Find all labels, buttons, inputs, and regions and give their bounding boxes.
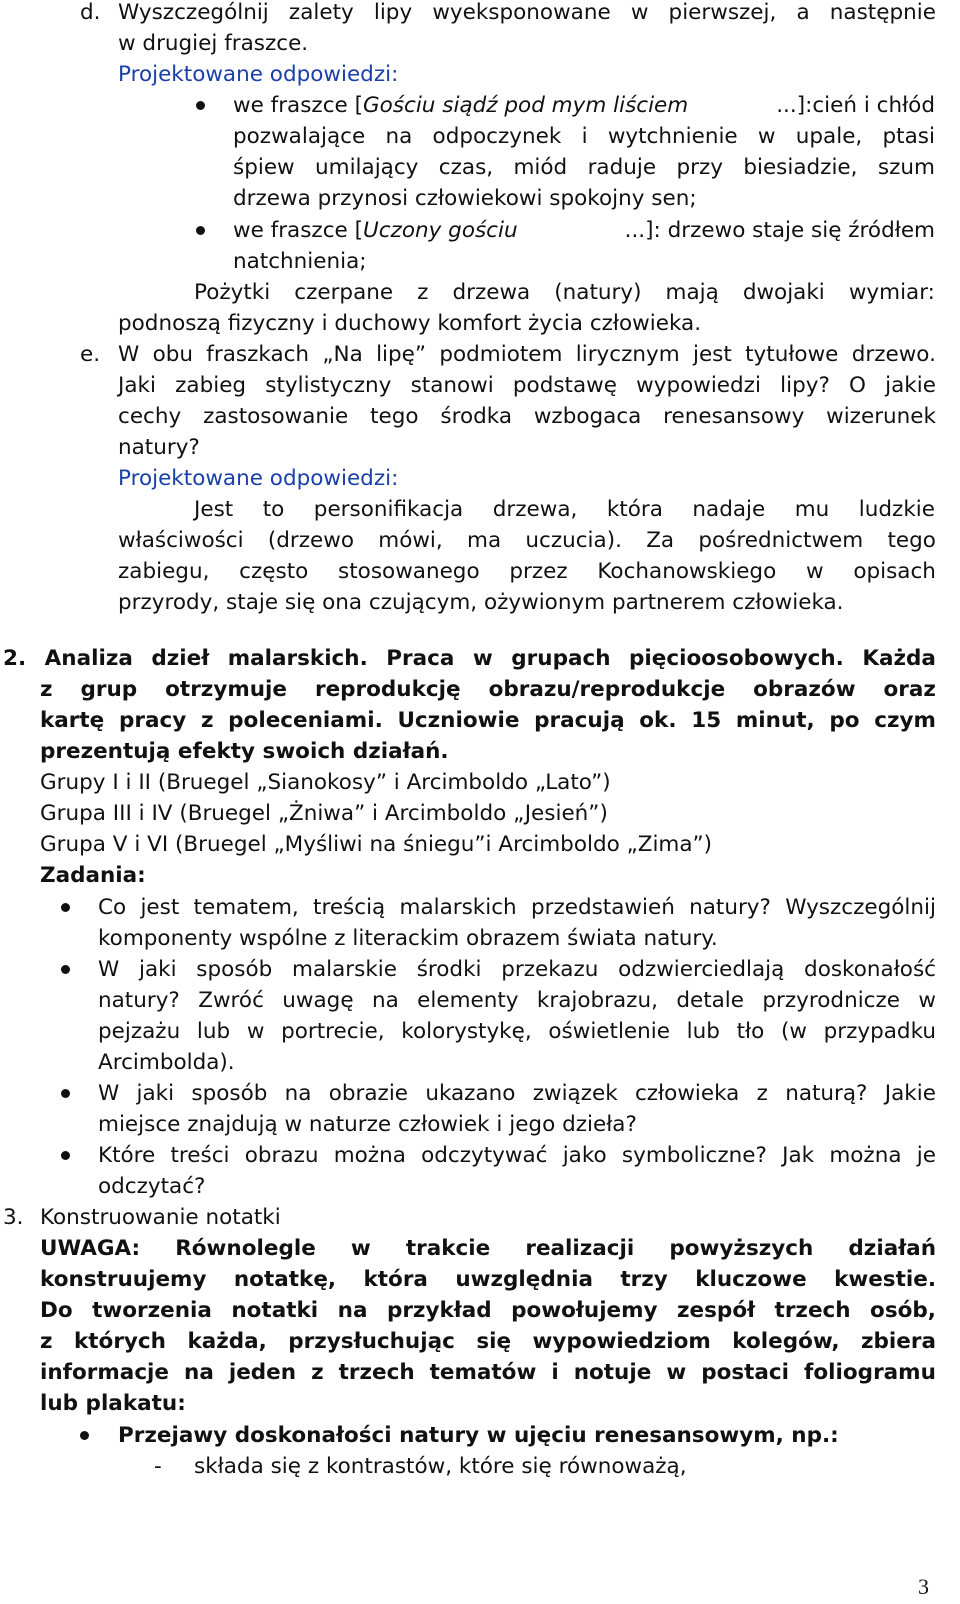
word: odczytywać xyxy=(421,1143,548,1168)
bullet-icon xyxy=(196,226,205,235)
task-last-line: Arcimbolda). xyxy=(98,1050,235,1075)
question-d-line1 xyxy=(118,0,936,28)
word: pejzażu xyxy=(98,1019,181,1044)
word: minut, xyxy=(735,708,815,733)
group-assignment: Grupy I i II (Bruegel „Sianokosy” i Arcimboldo „Lato”) xyxy=(40,770,611,795)
word: (natury) xyxy=(554,280,642,305)
word: raduje xyxy=(587,155,657,180)
word: jaki xyxy=(136,1081,175,1106)
word: tego xyxy=(887,528,936,553)
word: przykład xyxy=(386,1298,492,1323)
word: oraz xyxy=(883,677,936,702)
word: natury? xyxy=(98,988,180,1013)
task-last-line: miejsce znajdują w naturze człowiek i jego dzieła? xyxy=(98,1112,637,1137)
word: odzwierciedlają xyxy=(618,957,785,982)
bullet-d1-pre: we fraszce [ xyxy=(233,93,363,118)
word: na xyxy=(371,988,399,1013)
word: 2. xyxy=(3,646,27,671)
word: człowieka xyxy=(634,1081,740,1106)
word: się xyxy=(476,1329,512,1354)
word: uwagę xyxy=(282,988,354,1013)
word: kartę xyxy=(40,708,105,733)
word: pracują xyxy=(534,708,625,733)
word: Jaki xyxy=(118,373,156,398)
word: pięcioosobowych. xyxy=(629,646,844,671)
word: krajobrazu, xyxy=(536,988,658,1013)
word: przekazu xyxy=(501,957,599,982)
section2-heading-line xyxy=(3,643,936,674)
task-last-line: odczytać? xyxy=(98,1174,206,1199)
word: drzewa, xyxy=(492,497,578,522)
word: sposób xyxy=(196,957,273,982)
word: otrzymuje xyxy=(165,677,287,702)
word: w xyxy=(630,0,649,25)
word: obrazu xyxy=(244,1143,319,1168)
word: przyrodnicze xyxy=(762,988,901,1013)
word: Praca xyxy=(386,646,455,671)
word: jeden xyxy=(228,1360,297,1385)
bullet-d2-post: ...]: drzewo staje się źródłem xyxy=(624,218,935,243)
word: trzy xyxy=(620,1267,668,1292)
word: detale xyxy=(676,988,745,1013)
poem-title-uczony: Uczony gościu xyxy=(363,218,518,243)
word: Wyszczególnij xyxy=(118,0,269,25)
answer-e-line xyxy=(118,525,936,556)
word: w xyxy=(666,1360,687,1385)
word: przy xyxy=(676,155,723,180)
task-line xyxy=(98,892,936,923)
word: obu xyxy=(152,342,193,367)
section2-heading-last-line: prezentują efekty swoich działań. xyxy=(40,739,449,764)
word: zalety xyxy=(288,0,354,25)
word: reprodukcję xyxy=(314,677,461,702)
word: ukazano xyxy=(425,1081,516,1106)
word: Za xyxy=(646,528,675,553)
word: stanowi xyxy=(410,373,494,398)
bullet-d1-line xyxy=(233,152,935,183)
word: Jest xyxy=(194,497,234,522)
word: w xyxy=(918,988,936,1013)
word: poleceniami. xyxy=(228,708,383,733)
word: na xyxy=(184,1360,214,1385)
note-line xyxy=(40,1326,936,1357)
word: 15 xyxy=(691,708,722,733)
word: to xyxy=(262,497,285,522)
bullet-d1-line xyxy=(233,121,935,152)
word: wypowiedziom xyxy=(532,1329,711,1354)
projected-answers-label: Projektowane odpowiedzi: xyxy=(118,62,399,87)
word: po xyxy=(829,708,860,733)
poem-title-gosciu: Gościu siądź pod mym liściem xyxy=(363,93,689,118)
word: która xyxy=(606,497,663,522)
word: opisach xyxy=(853,559,936,584)
word: tło xyxy=(736,1019,765,1044)
note-line xyxy=(40,1264,936,1295)
task-line xyxy=(98,954,936,985)
item-marker-d: d. xyxy=(80,0,101,25)
word: ptasi xyxy=(882,124,935,149)
word: drzewa xyxy=(452,280,531,305)
word: portrecie, xyxy=(281,1019,385,1044)
word: lub xyxy=(196,1019,231,1044)
word: przedstawień xyxy=(530,895,675,920)
word: środki xyxy=(416,957,482,982)
section3-bullet: Przejawy doskonałości natury w ujęciu renesansowym, np.: xyxy=(118,1423,839,1448)
word: realizacji xyxy=(525,1236,635,1261)
word: których xyxy=(73,1329,166,1354)
word: obrazie xyxy=(328,1081,409,1106)
word: ma xyxy=(467,528,502,553)
word: z xyxy=(417,280,429,305)
word: można xyxy=(829,1143,902,1168)
word: fraszkach xyxy=(206,342,310,367)
dash-marker: - xyxy=(154,1454,162,1479)
word: notuje xyxy=(573,1360,652,1385)
word: malarskie xyxy=(292,957,397,982)
word: Które xyxy=(98,1143,156,1168)
word: stosowanego xyxy=(338,559,480,584)
group-assignment: Grupa V i VI (Bruegel „Myśliwi na śniegu”i Arcimboldo „Zima”) xyxy=(40,832,713,857)
word: miód xyxy=(513,155,568,180)
word: mówi, xyxy=(378,528,443,553)
section2-heading-line xyxy=(40,705,936,736)
word: osób, xyxy=(870,1298,936,1323)
word: tytułowe xyxy=(745,342,839,367)
task-line xyxy=(98,1016,936,1047)
bullet-d1-first-line xyxy=(233,90,935,121)
word: przez xyxy=(509,559,568,584)
word: Równolegle xyxy=(175,1236,316,1261)
word: z xyxy=(311,1360,324,1385)
projected-answers-label: Projektowane odpowiedzi: xyxy=(118,466,399,491)
word: każda, xyxy=(187,1329,267,1354)
section3-title: Konstruowanie notatki xyxy=(40,1205,281,1230)
word: w xyxy=(805,559,824,584)
section2-heading-line xyxy=(40,674,936,705)
word: kolorystykę, xyxy=(401,1019,532,1044)
word: treścią xyxy=(313,895,386,920)
bullet-d1-last-line: drzewa przynosi człowiekowi spokojny sen; xyxy=(233,186,697,211)
word: czym xyxy=(874,708,936,733)
word: szum xyxy=(877,155,935,180)
word: drzewo. xyxy=(851,342,936,367)
word: cechy xyxy=(118,404,182,429)
bullet-icon xyxy=(196,101,205,110)
word: konstruujemy xyxy=(40,1267,207,1292)
summary-line: podnoszą fizyczny i duchowy komfort życia człowieka. xyxy=(118,311,702,336)
word: czerpane xyxy=(294,280,394,305)
word: środka xyxy=(440,404,513,429)
word: zbiera xyxy=(861,1329,936,1354)
word: Do xyxy=(40,1298,73,1323)
bullet-icon xyxy=(61,965,70,974)
note-line xyxy=(40,1357,936,1388)
word: trzech xyxy=(774,1298,851,1323)
word: Pożytki xyxy=(194,280,271,305)
word: kwestie. xyxy=(834,1267,936,1292)
question-e-line xyxy=(118,370,936,401)
page-number: 3 xyxy=(918,1574,929,1599)
word: tego xyxy=(370,404,419,429)
word: uwzględnia xyxy=(455,1267,593,1292)
word: jest xyxy=(140,895,180,920)
word: (w xyxy=(780,1019,807,1044)
word: biesiadzie, xyxy=(743,155,858,180)
bullet-d2-pre: we fraszce [ xyxy=(233,218,363,243)
word: na xyxy=(284,1081,312,1106)
word: zastosowanie xyxy=(203,404,349,429)
word: elementy xyxy=(417,988,519,1013)
word: jakie xyxy=(885,373,936,398)
word: wizerunek xyxy=(826,404,936,429)
word: i xyxy=(551,1360,559,1385)
word: Jak xyxy=(782,1143,815,1168)
word: w xyxy=(757,124,776,149)
word: UWAGA: xyxy=(40,1236,141,1261)
word: stylistyczny xyxy=(265,373,392,398)
word: doskonałość xyxy=(804,957,936,982)
word: oświetlenie xyxy=(548,1019,670,1044)
word: malarskich. xyxy=(227,646,368,671)
word: kolegów, xyxy=(732,1329,840,1354)
task-last-line: komponenty wspólne z literackim obrazem świata natury. xyxy=(98,926,718,951)
word: obrazu/reprodukcje xyxy=(488,677,726,702)
word: treści xyxy=(170,1143,230,1168)
bullet-d1-post: ...]:cień i chłód xyxy=(776,93,935,118)
word: zespół xyxy=(677,1298,756,1323)
word: je xyxy=(916,1143,936,1168)
bullet-d2-last-line: natchnienia; xyxy=(233,249,367,274)
question-e-last-line: natury? xyxy=(118,435,200,460)
word: jaki xyxy=(138,957,177,982)
word: umilający xyxy=(315,155,419,180)
word: trakcie xyxy=(405,1236,491,1261)
word: natury? xyxy=(689,895,771,920)
bullet-icon xyxy=(80,1431,89,1440)
word: Analiza xyxy=(44,646,133,671)
word: Co xyxy=(98,895,127,920)
word: w xyxy=(472,646,493,671)
word: przysłuchując xyxy=(288,1329,455,1354)
word: foliogramu xyxy=(804,1360,936,1385)
word: ok. xyxy=(639,708,677,733)
word: wytchnienie xyxy=(607,124,738,149)
word: lipę” xyxy=(376,342,427,367)
word: która xyxy=(363,1267,428,1292)
word: lirycznym xyxy=(575,342,680,367)
summary-line xyxy=(194,277,935,308)
word: a xyxy=(796,0,810,25)
answer-e-line xyxy=(194,494,935,525)
word: jako xyxy=(562,1143,607,1168)
word: sposób xyxy=(191,1081,268,1106)
word: lub xyxy=(686,1019,720,1044)
bullet-d2-first-line xyxy=(233,215,935,246)
word: Jakie xyxy=(884,1081,936,1106)
word: W xyxy=(98,957,120,982)
word: związek xyxy=(532,1081,618,1106)
word: Wyszczególnij xyxy=(785,895,936,920)
word: mu xyxy=(794,497,830,522)
word: wypowiedzi xyxy=(636,373,761,398)
word: następnie xyxy=(829,0,936,25)
task-line xyxy=(98,985,936,1016)
word: na xyxy=(337,1298,368,1323)
word: przypadku xyxy=(823,1019,936,1044)
word: pośrednictwem xyxy=(698,528,864,553)
word: wzbogaca xyxy=(533,404,642,429)
word: notatkę, xyxy=(233,1267,337,1292)
word: dwojaki xyxy=(742,280,825,305)
word: uczucia). xyxy=(525,528,622,553)
word: pozwalające xyxy=(233,124,366,149)
word: grupach xyxy=(511,646,611,671)
word: pierwszej, xyxy=(668,0,777,25)
word: grup xyxy=(80,677,138,702)
section3-marker: 3. xyxy=(3,1205,24,1230)
word: naturą? xyxy=(785,1081,868,1106)
word: notatki xyxy=(231,1298,319,1323)
word: powołujemy xyxy=(511,1298,658,1323)
note-line xyxy=(40,1233,936,1264)
task-line xyxy=(98,1078,936,1109)
word: w xyxy=(246,1019,265,1044)
word: wymiar: xyxy=(848,280,935,305)
word: Zwróć xyxy=(198,988,264,1013)
question-e-line xyxy=(118,401,936,432)
word: lipy xyxy=(373,0,413,25)
word: W xyxy=(118,342,140,367)
group-assignment: Grupa III i IV (Bruegel „Żniwa” i Arcimboldo „Jesień”) xyxy=(40,801,608,826)
word: Kochanowskiego xyxy=(597,559,777,584)
word: jest xyxy=(692,342,732,367)
word: zabieg xyxy=(175,373,247,398)
word: personifikacja xyxy=(313,497,464,522)
bullet-icon xyxy=(61,1089,70,1098)
word: na xyxy=(385,124,413,149)
word: właściwości xyxy=(118,528,244,553)
answer-e-last-line: przyrody, staje się ona czującym, ożywionym partnerem człowieka. xyxy=(118,590,844,615)
word: Każda xyxy=(862,646,936,671)
word: można xyxy=(333,1143,406,1168)
word: podstawę xyxy=(512,373,617,398)
word: trzech xyxy=(338,1360,415,1385)
word: zabiegu, xyxy=(118,559,210,584)
word: i xyxy=(581,124,588,149)
bullet-icon xyxy=(61,1151,70,1160)
answer-e-line xyxy=(118,556,936,587)
bullet-icon xyxy=(61,903,70,912)
word: Uczniowie xyxy=(397,708,520,733)
word: śpiew xyxy=(233,155,295,180)
word: O xyxy=(849,373,866,398)
dash-item: składa się z kontrastów, które się równoważą, xyxy=(194,1454,687,1479)
word: informacje xyxy=(40,1360,170,1385)
word: z xyxy=(200,708,214,733)
word: tematów xyxy=(429,1360,537,1385)
note-line xyxy=(40,1295,936,1326)
word: pracy xyxy=(118,708,187,733)
question-d-line2: w drugiej fraszce. xyxy=(118,31,309,56)
word: podmiotem xyxy=(439,342,563,367)
word: z xyxy=(40,677,53,702)
word: upale, xyxy=(795,124,863,149)
word: „Na xyxy=(322,342,363,367)
word: z xyxy=(756,1081,768,1106)
word: tworzenia xyxy=(92,1298,212,1323)
word: obrazów xyxy=(753,677,856,702)
word: postaci xyxy=(701,1360,790,1385)
question-e-line xyxy=(118,339,936,370)
word: malarskich xyxy=(399,895,517,920)
word: symboliczne? xyxy=(621,1143,767,1168)
word: często xyxy=(239,559,309,584)
tasks-label: Zadania: xyxy=(40,863,146,888)
word: dzieł xyxy=(151,646,210,671)
word: wyeksponowane xyxy=(432,0,611,25)
note-last-line: lub plakatu: xyxy=(40,1391,186,1416)
word: powyższych xyxy=(669,1236,814,1261)
item-marker-e: e. xyxy=(80,342,101,367)
word: W xyxy=(98,1081,120,1106)
word: nadaje xyxy=(692,497,766,522)
word: działań xyxy=(848,1236,936,1261)
word: renesansowy xyxy=(663,404,805,429)
word: w xyxy=(350,1236,371,1261)
word: kluczowe xyxy=(695,1267,807,1292)
word: tematem, xyxy=(193,895,299,920)
word: z xyxy=(40,1329,53,1354)
word: ludzkie xyxy=(858,497,935,522)
word: czas, xyxy=(438,155,494,180)
word: lipy? xyxy=(780,373,830,398)
word: (drzewo xyxy=(267,528,354,553)
task-line xyxy=(98,1140,936,1171)
word: odpoczynek xyxy=(432,124,562,149)
word: mają xyxy=(665,280,719,305)
